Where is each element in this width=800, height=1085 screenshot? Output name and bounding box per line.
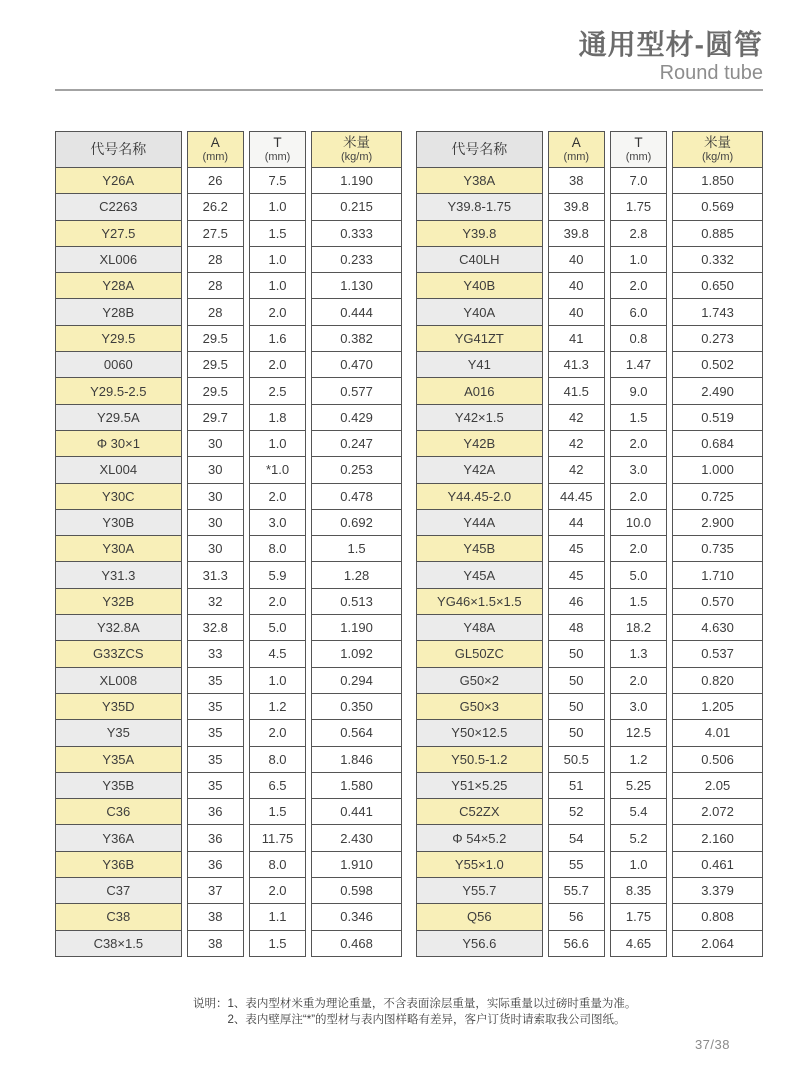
code-cell: Y28B: [55, 298, 182, 325]
value-cell: 3.0: [610, 456, 667, 483]
value-cell: 28: [187, 298, 244, 325]
value-cell: 1.5: [311, 535, 402, 562]
value-cell: 32: [187, 588, 244, 615]
column-header-label: 米量: [343, 135, 371, 151]
value-cell: 42: [548, 430, 605, 457]
value-cell: 0.8: [610, 325, 667, 352]
value-cell: 2.0: [610, 667, 667, 694]
code-cell: Y35B: [55, 772, 182, 799]
code-cell: Y45A: [416, 561, 543, 588]
value-cell: 10.0: [610, 509, 667, 536]
column-t-mm: [610, 131, 667, 957]
value-cell: 0.333: [311, 220, 402, 247]
code-cell: C38×1.5: [55, 930, 182, 957]
value-cell: 1.710: [672, 561, 763, 588]
value-cell: 29.5: [187, 325, 244, 352]
value-cell: 2.8: [610, 220, 667, 247]
value-cell: 4.01: [672, 719, 763, 746]
code-cell: Y50.5-1.2: [416, 746, 543, 773]
value-cell: 0.468: [311, 930, 402, 957]
value-cell: 1.8: [249, 404, 306, 431]
value-cell: 0.570: [672, 588, 763, 615]
code-cell: C52ZX: [416, 798, 543, 825]
code-cell: Y55.7: [416, 877, 543, 904]
value-cell: 0.294: [311, 667, 402, 694]
code-cell: Y32B: [55, 588, 182, 615]
value-cell: 0.502: [672, 351, 763, 378]
value-cell: 0.519: [672, 404, 763, 431]
value-cell: 1.0: [249, 430, 306, 457]
column-header-label: 代号名称: [451, 140, 508, 157]
value-cell: 30: [187, 483, 244, 510]
value-cell: 1.0: [610, 851, 667, 878]
value-cell: 0.537: [672, 640, 763, 667]
value-cell: 1.190: [311, 167, 402, 194]
value-cell: 2.0: [249, 483, 306, 510]
value-cell: 0.598: [311, 877, 402, 904]
code-cell: Y44.45-2.0: [416, 483, 543, 510]
column-code: [55, 131, 182, 957]
value-cell: 2.900: [672, 509, 763, 536]
code-cell: G50×2: [416, 667, 543, 694]
value-cell: 1.28: [311, 561, 402, 588]
value-cell: 30: [187, 509, 244, 536]
value-cell: 2.0: [249, 588, 306, 615]
column-header-unit: (kg/m): [340, 150, 373, 163]
value-cell: 1.0: [610, 246, 667, 273]
page-number: 37/38: [694, 1037, 730, 1052]
value-cell: 36: [187, 824, 244, 851]
value-cell: 42: [548, 456, 605, 483]
value-cell: 1.0: [249, 272, 306, 299]
value-cell: 0.725: [672, 483, 763, 510]
page-header: [579, 28, 763, 85]
value-cell: 29.5: [187, 351, 244, 378]
value-cell: 2.5: [249, 377, 306, 404]
code-cell: Y48A: [416, 614, 543, 641]
value-cell: 41.3: [548, 351, 605, 378]
code-cell: Y40A: [416, 298, 543, 325]
value-cell: 1.5: [249, 930, 306, 957]
column-header-label: 米量: [704, 135, 732, 151]
value-cell: 51: [548, 772, 605, 799]
value-cell: 1.0: [249, 667, 306, 694]
value-cell: 1.910: [311, 851, 402, 878]
column-header-a-mm: [548, 131, 605, 168]
note-line-2: 2、表内壁厚注“*”的型材与表内图样略有差异，客户订货时请索取我公司图纸。: [227, 1014, 626, 1026]
value-cell: 1.1: [249, 903, 306, 930]
value-cell: 35: [187, 719, 244, 746]
column-a-mm: [548, 131, 605, 957]
code-cell: Φ 54×5.2: [416, 824, 543, 851]
value-cell: 0.233: [311, 246, 402, 273]
column-t-mm: [249, 131, 306, 957]
value-cell: 1.2: [610, 746, 667, 773]
value-cell: 35: [187, 772, 244, 799]
code-cell: Y36A: [55, 824, 182, 851]
value-cell: 4.65: [610, 930, 667, 957]
code-cell: Y30B: [55, 509, 182, 536]
value-cell: 1.0: [249, 246, 306, 273]
value-cell: 11.75: [249, 824, 306, 851]
column-header-kg-m: [311, 131, 402, 168]
value-cell: 41: [548, 325, 605, 352]
value-cell: 0.332: [672, 246, 763, 273]
value-cell: 42: [548, 404, 605, 431]
value-cell: 1.5: [249, 220, 306, 247]
value-cell: 0.735: [672, 535, 763, 562]
value-cell: 50: [548, 693, 605, 720]
value-cell: 50: [548, 640, 605, 667]
code-cell: Y27.5: [55, 220, 182, 247]
value-cell: 1.092: [311, 640, 402, 667]
code-cell: Y39.8: [416, 220, 543, 247]
value-cell: 8.0: [249, 535, 306, 562]
value-cell: 0.247: [311, 430, 402, 457]
value-cell: 0.577: [311, 377, 402, 404]
code-cell: Y31.3: [55, 561, 182, 588]
value-cell: 2.05: [672, 772, 763, 799]
value-cell: 0.346: [311, 903, 402, 930]
code-cell: Y45B: [416, 535, 543, 562]
code-cell: C38: [55, 903, 182, 930]
code-cell: Y32.8A: [55, 614, 182, 641]
notes-lines: [228, 996, 637, 1028]
value-cell: 0.478: [311, 483, 402, 510]
value-cell: 0.684: [672, 430, 763, 457]
value-cell: 0.885: [672, 220, 763, 247]
value-cell: 2.0: [249, 298, 306, 325]
value-cell: 1.743: [672, 298, 763, 325]
code-cell: A016: [416, 377, 543, 404]
value-cell: 1.850: [672, 167, 763, 194]
code-cell: Y40B: [416, 272, 543, 299]
value-cell: 6.0: [610, 298, 667, 325]
value-cell: 44: [548, 509, 605, 536]
value-cell: 30: [187, 456, 244, 483]
value-cell: 2.072: [672, 798, 763, 825]
column-header-unit: (mm): [625, 150, 652, 163]
value-cell: 26: [187, 167, 244, 194]
value-cell: 50: [548, 667, 605, 694]
column-kg-m: [672, 131, 763, 957]
value-cell: 32.8: [187, 614, 244, 641]
value-cell: 45: [548, 561, 605, 588]
value-cell: 40: [548, 272, 605, 299]
value-cell: 55: [548, 851, 605, 878]
column-code: [416, 131, 543, 957]
column-header-code: [416, 131, 543, 168]
column-header-kg-m: [672, 131, 763, 168]
code-cell: Φ 30×1: [55, 430, 182, 457]
value-cell: 0.461: [672, 851, 763, 878]
value-cell: 28: [187, 246, 244, 273]
code-cell: Y29.5: [55, 325, 182, 352]
code-cell: Y28A: [55, 272, 182, 299]
value-cell: 1.000: [672, 456, 763, 483]
column-header-label: A: [571, 135, 581, 151]
value-cell: 1.5: [249, 798, 306, 825]
column-header-unit: (mm): [264, 150, 291, 163]
value-cell: 4.630: [672, 614, 763, 641]
value-cell: 2.0: [610, 535, 667, 562]
value-cell: 0.506: [672, 746, 763, 773]
value-cell: 40: [548, 246, 605, 273]
column-header-label: 代号名称: [90, 140, 147, 157]
value-cell: 1.6: [249, 325, 306, 352]
code-cell: Y35: [55, 719, 182, 746]
value-cell: 1.75: [610, 903, 667, 930]
spec-table-right: [416, 131, 763, 957]
code-cell: YG41ZT: [416, 325, 543, 352]
value-cell: 0.820: [672, 667, 763, 694]
value-cell: 7.0: [610, 167, 667, 194]
value-cell: 26.2: [187, 193, 244, 220]
value-cell: 0.429: [311, 404, 402, 431]
value-cell: 0.692: [311, 509, 402, 536]
value-cell: 54: [548, 824, 605, 851]
value-cell: 45: [548, 535, 605, 562]
value-cell: 0.253: [311, 456, 402, 483]
value-cell: 29.7: [187, 404, 244, 431]
value-cell: 2.0: [249, 877, 306, 904]
value-cell: 1.5: [610, 588, 667, 615]
code-cell: Y56.6: [416, 930, 543, 957]
value-cell: 2.0: [249, 351, 306, 378]
code-cell: Y44A: [416, 509, 543, 536]
value-cell: 41.5: [548, 377, 605, 404]
value-cell: 1.0: [249, 193, 306, 220]
value-cell: 0.564: [311, 719, 402, 746]
value-cell: 1.5: [610, 404, 667, 431]
code-cell: Q56: [416, 903, 543, 930]
value-cell: 30: [187, 535, 244, 562]
value-cell: 8.0: [249, 851, 306, 878]
value-cell: 1.580: [311, 772, 402, 799]
code-cell: Y51×5.25: [416, 772, 543, 799]
value-cell: 3.0: [249, 509, 306, 536]
value-cell: 28: [187, 272, 244, 299]
value-cell: 9.0: [610, 377, 667, 404]
value-cell: 12.5: [610, 719, 667, 746]
value-cell: 29.5: [187, 377, 244, 404]
value-cell: 3.379: [672, 877, 763, 904]
value-cell: 50.5: [548, 746, 605, 773]
spec-table-left: [55, 131, 402, 957]
value-cell: 1.190: [311, 614, 402, 641]
value-cell: 5.9: [249, 561, 306, 588]
code-cell: C36: [55, 798, 182, 825]
value-cell: 0.273: [672, 325, 763, 352]
value-cell: 0.215: [311, 193, 402, 220]
value-cell: 0.808: [672, 903, 763, 930]
code-cell: XL006: [55, 246, 182, 273]
code-cell: Y26A: [55, 167, 182, 194]
value-cell: 5.2: [610, 824, 667, 851]
value-cell: 1.75: [610, 193, 667, 220]
column-header-unit: (mm): [563, 150, 590, 163]
column-header-label: T: [634, 135, 643, 151]
value-cell: *1.0: [249, 456, 306, 483]
value-cell: 27.5: [187, 220, 244, 247]
value-cell: 56.6: [548, 930, 605, 957]
value-cell: 0.513: [311, 588, 402, 615]
code-cell: Y29.5-2.5: [55, 377, 182, 404]
value-cell: 5.0: [610, 561, 667, 588]
value-cell: 31.3: [187, 561, 244, 588]
column-kg-m: [311, 131, 402, 957]
value-cell: 44.45: [548, 483, 605, 510]
column-header-t-mm: [610, 131, 667, 168]
code-cell: Y35A: [55, 746, 182, 773]
code-cell: XL004: [55, 456, 182, 483]
value-cell: 39.8: [548, 220, 605, 247]
value-cell: 1.47: [610, 351, 667, 378]
value-cell: 1.130: [311, 272, 402, 299]
value-cell: 0.470: [311, 351, 402, 378]
column-header-code: [55, 131, 182, 168]
code-cell: G50×3: [416, 693, 543, 720]
value-cell: 2.0: [610, 272, 667, 299]
value-cell: 0.569: [672, 193, 763, 220]
value-cell: 5.4: [610, 798, 667, 825]
value-cell: 50: [548, 719, 605, 746]
value-cell: 2.430: [311, 824, 402, 851]
header-divider: [55, 89, 763, 91]
value-cell: 39.8: [548, 193, 605, 220]
code-cell: Y55×1.0: [416, 851, 543, 878]
code-cell: Y36B: [55, 851, 182, 878]
code-cell: G33ZCS: [55, 640, 182, 667]
value-cell: 52: [548, 798, 605, 825]
value-cell: 55.7: [548, 877, 605, 904]
code-cell: Y42B: [416, 430, 543, 457]
value-cell: 18.2: [610, 614, 667, 641]
code-cell: C37: [55, 877, 182, 904]
code-cell: Y38A: [416, 167, 543, 194]
value-cell: 6.5: [249, 772, 306, 799]
value-cell: 1.205: [672, 693, 763, 720]
value-cell: 0.444: [311, 298, 402, 325]
value-cell: 46: [548, 588, 605, 615]
code-cell: GL50ZC: [416, 640, 543, 667]
value-cell: 56: [548, 903, 605, 930]
note-line-1: 1、表内型材米重为理论重量，不含表面涂层重量，实际重量以过磅时重量为准。: [227, 998, 637, 1010]
value-cell: 2.0: [610, 483, 667, 510]
value-cell: 3.0: [610, 693, 667, 720]
notes: [193, 996, 636, 1028]
value-cell: 4.5: [249, 640, 306, 667]
notes-prefix: 说明：: [193, 998, 228, 1010]
code-cell: Y35D: [55, 693, 182, 720]
value-cell: 36: [187, 851, 244, 878]
column-header-a-mm: [187, 131, 244, 168]
spec-tables: [55, 131, 763, 957]
code-cell: Y41: [416, 351, 543, 378]
value-cell: 35: [187, 746, 244, 773]
code-cell: Y50×12.5: [416, 719, 543, 746]
value-cell: 38: [187, 903, 244, 930]
column-header-label: A: [210, 135, 220, 151]
value-cell: 2.064: [672, 930, 763, 957]
value-cell: 8.0: [249, 746, 306, 773]
code-cell: Y29.5A: [55, 404, 182, 431]
value-cell: 38: [548, 167, 605, 194]
value-cell: 5.0: [249, 614, 306, 641]
code-cell: 0060: [55, 351, 182, 378]
code-cell: YG46×1.5×1.5: [416, 588, 543, 615]
code-cell: Y30C: [55, 483, 182, 510]
value-cell: 0.382: [311, 325, 402, 352]
page-title: 通用型材-圆管: [578, 29, 763, 60]
code-cell: C40LH: [416, 246, 543, 273]
value-cell: 30: [187, 430, 244, 457]
value-cell: 36: [187, 798, 244, 825]
value-cell: 33: [187, 640, 244, 667]
value-cell: 1.846: [311, 746, 402, 773]
code-cell: Y30A: [55, 535, 182, 562]
column-header-unit: (mm): [202, 150, 229, 163]
value-cell: 2.490: [672, 377, 763, 404]
value-cell: 2.0: [249, 719, 306, 746]
value-cell: 8.35: [610, 877, 667, 904]
value-cell: 35: [187, 693, 244, 720]
value-cell: 1.2: [249, 693, 306, 720]
column-header-label: T: [273, 135, 282, 151]
value-cell: 37: [187, 877, 244, 904]
value-cell: 2.160: [672, 824, 763, 851]
code-cell: XL008: [55, 667, 182, 694]
code-cell: Y39.8-1.75: [416, 193, 543, 220]
column-a-mm: [187, 131, 244, 957]
value-cell: 38: [187, 930, 244, 957]
value-cell: 48: [548, 614, 605, 641]
column-header-t-mm: [249, 131, 306, 168]
code-cell: C2263: [55, 193, 182, 220]
value-cell: 2.0: [610, 430, 667, 457]
page-subtitle: Round tube: [659, 61, 763, 84]
value-cell: 1.3: [610, 640, 667, 667]
value-cell: 35: [187, 667, 244, 694]
code-cell: Y42A: [416, 456, 543, 483]
value-cell: 40: [548, 298, 605, 325]
value-cell: 7.5: [249, 167, 306, 194]
value-cell: 0.441: [311, 798, 402, 825]
column-header-unit: (kg/m): [701, 150, 734, 163]
value-cell: 5.25: [610, 772, 667, 799]
code-cell: Y42×1.5: [416, 404, 543, 431]
value-cell: 0.650: [672, 272, 763, 299]
value-cell: 0.350: [311, 693, 402, 720]
